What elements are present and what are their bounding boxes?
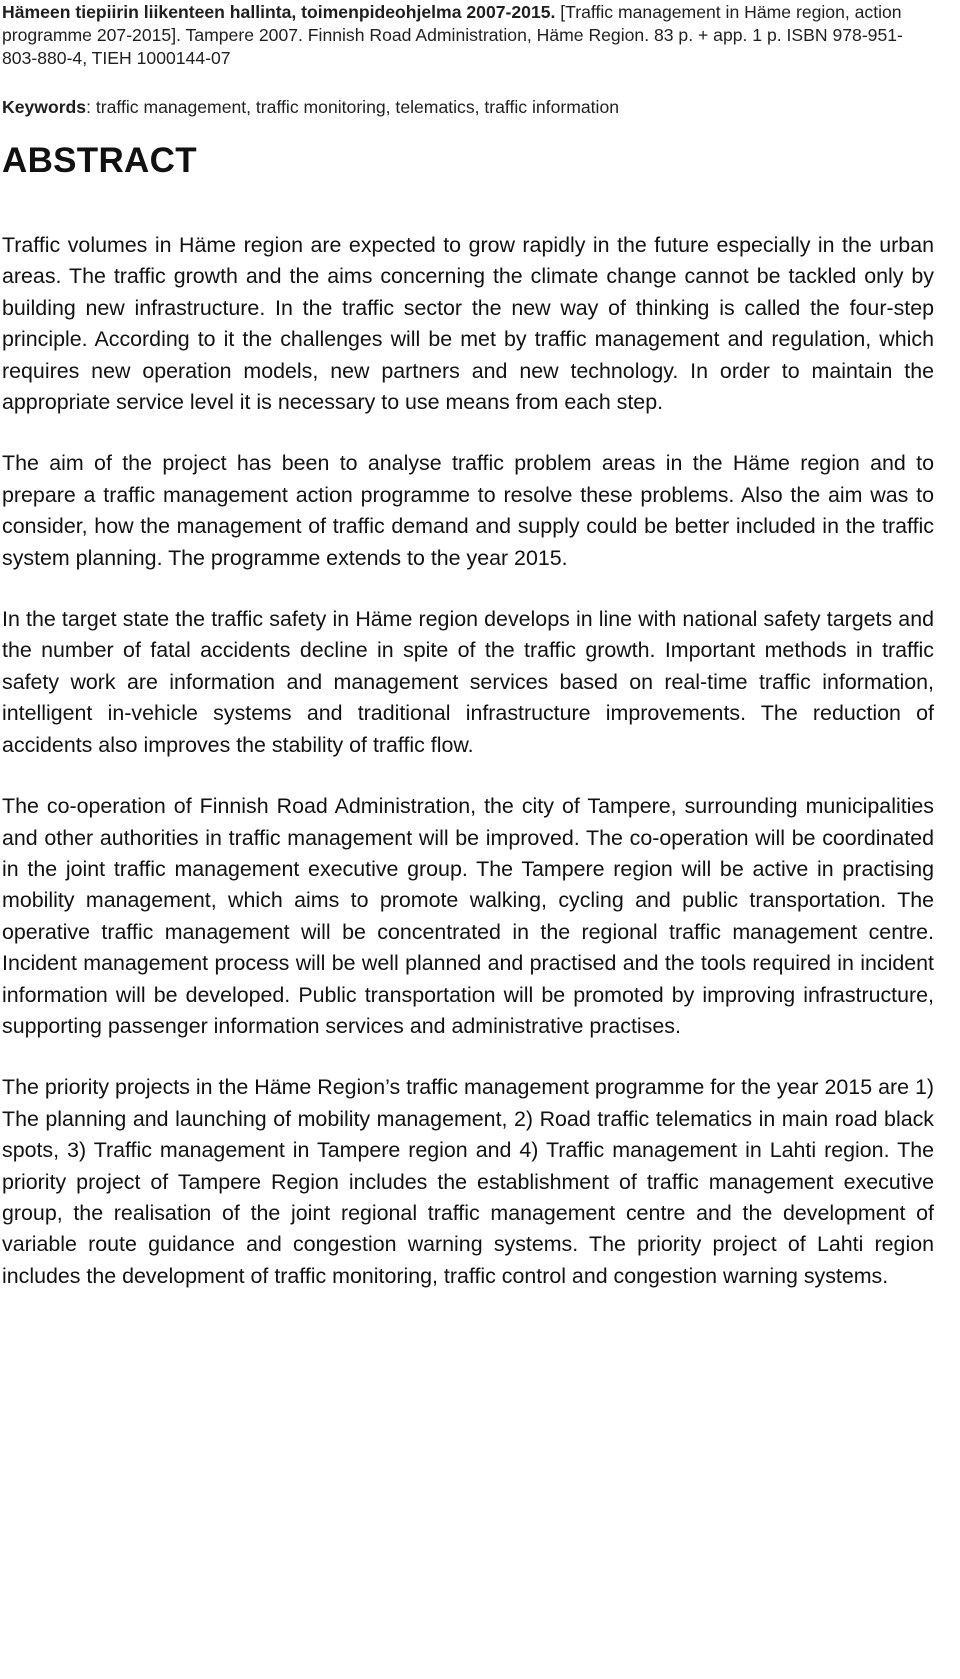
abstract-body [2,230,934,1292]
citation-finnish-title: Hämeen tiepiirin liikenteen hallinta, toimenpideohjelma 2007-2015. [2,2,556,22]
abstract-paragraph-3: In the target state the traffic safety in Häme region develops in line with national safety targets and the number of fatal accidents decline in spite of the traffic growth. Important methods in traffic safety work are information and management services based on real-time traffic information, intelligent in-vehicle systems and traditional infrastructure improvements. The reduction of accidents also improves the stability of traffic flow. [2,607,934,757]
abstract-paragraph-4: The co-operation of Finnish Road Administration, the city of Tampere, surrounding municipalities and other authorities in traffic management will be improved. The co-operation will be coordinated in the joint traffic management executive group. The Tampere region will be active in practising mobility management, which aims to promote walking, cycling and public transportation. The operative traffic management will be concentrated in the regional traffic management centre. Incident management process will be well planned and practised and the tools required in incident information will be developed. Public transportation will be promoted by improving infrastructure, supporting passenger information services and administrative practises. [2,794,934,1038]
abstract-paragraph-2: The aim of the project has been to analyse traffic problem areas in the Häme region and to prepare a traffic management action programme to resolve these problems. Also the aim was to consider, how the management of traffic demand and supply could be better included in the traffic system planning. The programme extends to the year 2015. [2,451,934,570]
citation-details: [Traffic management in Häme region, action programme 207-2015]. Tampere 2007. Finnish Road Administration, Häme Region. 83 p. + app. 1 p. ISBN 978-951-803-880-4, TIEH 1000144-07 [2,2,903,68]
bibliographic-citation [2,0,934,70]
keywords-line [2,96,934,119]
abstract-paragraph-1: Traffic volumes in Häme region are expected to grow rapidly in the future especially in the urban areas. The traffic growth and the aims concerning the climate change cannot be tackled only by building new infrastructure. In the traffic sector the new way of thinking is called the four-step principle. According to it the challenges will be met by traffic management and regulation, which requires new operation models, new partners and new technology. In order to maintain the appropriate service level it is necessary to use means from each step. [2,233,934,415]
abstract-paragraph-5: The priority projects in the Häme Region’s traffic management programme for the year 2015 are 1) The planning and launching of mobility management, 2) Road traffic telematics in main road black spots, 3) Traffic management in Tampere region and 4) Traffic management in Lahti region. The priority project of Tampere Region includes the establishment of traffic management executive group, the realisation of the joint regional traffic management centre and the development of variable route guidance and congestion warning systems. The priority project of Lahti region includes the development of traffic monitoring, traffic control and congestion warning systems. [2,1075,934,1288]
keywords-text: : traffic management, traffic monitoring, telematics, traffic information [86,97,620,117]
keywords-label: Keywords [2,97,87,117]
abstract-heading: ABSTRACT [2,141,197,180]
